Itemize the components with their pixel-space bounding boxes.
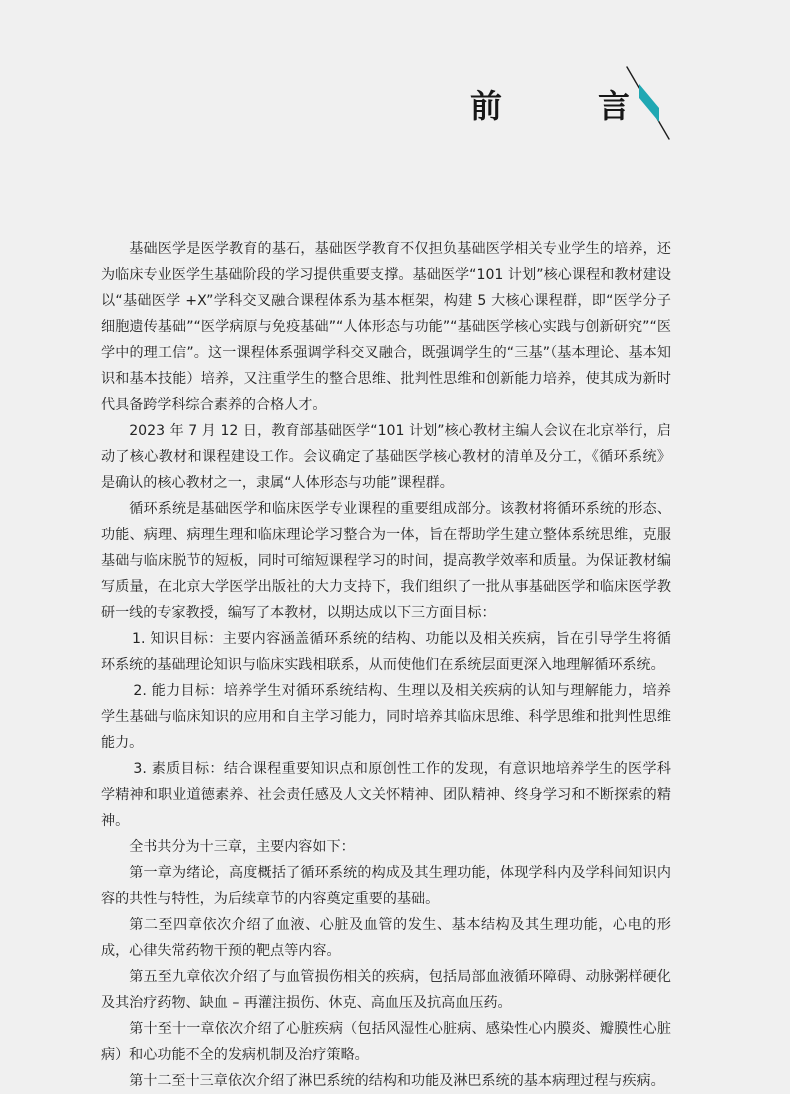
title-char-right: 言	[597, 87, 630, 125]
foreword-body	[101, 236, 671, 1094]
title-ornament	[620, 64, 676, 142]
page-title	[470, 84, 640, 128]
paragraph-chapter-five-nine: 第五至九章依次介绍了与血管损伤相关的疾病，包括局部血液循环障碍、动脉粥样硬化及其治疗药物、缺血 – 再灌注损伤、休克、高血压及抗高血压药。	[101, 969, 671, 1011]
paragraph-summary: 全书共分为十三章，主要内容如下：	[129, 839, 355, 855]
paragraph-chapter-two-four: 第二至四章依次介绍了血液、心脏及血管的发生、基本结构及其生理功能，心电的形成，心律失常药物干预的靶点等内容。	[101, 917, 671, 959]
title-char-left: 前	[470, 87, 503, 125]
paragraph-goal-knowledge: 1. 知识目标：主要内容涵盖循环系统的结构、功能以及相关疾病，旨在引导学生将循环系统的基础理论知识与临床实践相联系，从而使他们在系统层面更深入地理解循环系统。	[101, 631, 671, 673]
paragraph-chapter-twelve-thirteen: 第十二至十三章依次介绍了淋巴系统的结构和功能及淋巴系统的基本病理过程与疾病。	[129, 1073, 665, 1089]
title-text	[470, 84, 630, 128]
paragraph-goal-quality: 3. 素质目标：结合课程重要知识点和原创性工作的发现，有意识地培养学生的医学科学精神和职业道德素养、社会责任感及人文关怀精神、团队精神、终身学习和不断探索的精神。	[101, 761, 671, 829]
paragraph-meeting: 2023 年 7 月 12 日，教育部基础医学“101 计划”核心教材主编人会议在北京举行，启动了核心教材和课程建设工作。会议确定了基础医学核心教材的清单及分工，《循环系统》是确认的核心教材之一，隶属“人体形态与功能”课程群。	[101, 423, 671, 491]
paragraph-goal-ability: 2. 能力目标：培养学生对循环系统结构、生理以及相关疾病的认知与理解能力，培养学生基础与临床知识的应用和自主学习能力，同时培养其临床思维、科学思维和批判性思维能力。	[101, 683, 671, 751]
paragraph-chapter-ten-eleven: 第十至十一章依次介绍了心脏疾病（包括风湿性心脏病、感染性心内膜炎、瓣膜性心脏病）和心功能不全的发病机制及治疗策略。	[101, 1021, 671, 1063]
paragraph-system: 循环系统是基础医学和临床医学专业课程的重要组成部分。该教材将循环系统的形态、功能、病理、病理生理和临床理论学习整合为一体，旨在帮助学生建立整体系统思维，克服基础与临床脱节的短板，同时可缩短课程学习的时间，提高教学效率和质量。为保证教材编写质量，在北京大学医学出版社的大力支持下，我们组织了一批从事基础医学和临床医学教研一线的专家教授，编写了本教材，以期达成以下三方面目标：	[101, 501, 671, 621]
paragraph-intro: 基础医学是医学教育的基石，基础医学教育不仅担负基础医学相关专业学生的培养，还为临床专业医学生基础阶段的学习提供重要支撑。基础医学“101 计划”核心课程和教材建设以“基础医学 +X”学科交叉融合课程体系为基本框架，构建 5 大核心课程群，即“医学分子细胞遗传基础”“医学病原与免疫基础”“人体形态与功能”“基础医学核心实践与创新研究”“医学中的理工信”。这一课程体系强调学科交叉融合，既强调学生的“三基”（基本理论、基本知识和基本技能）培养，又注重学生的整合思维、批判性思维和创新能力培养，使其成为新时代具备跨学科综合素养的合格人才。	[101, 241, 671, 413]
paragraph-chapter-one: 第一章为绪论，高度概括了循环系统的构成及其生理功能，体现学科内及学科间知识内容的共性与特性，为后续章节的内容奠定重要的基础。	[101, 865, 671, 907]
